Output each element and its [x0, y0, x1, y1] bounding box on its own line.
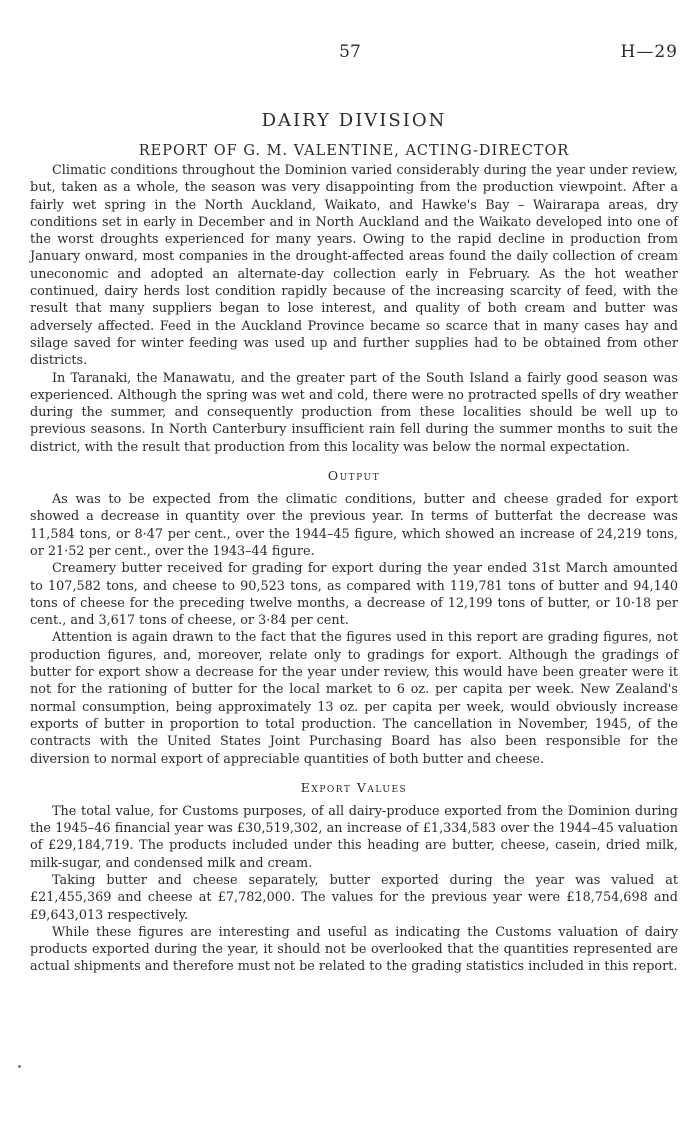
paper-reference: H—29	[620, 42, 678, 62]
margin-dot	[18, 1065, 21, 1068]
paragraph: The total value, for Customs purposes, of all dairy-produce exported from the Dominion during the 1945–46 financial year was £30,519,302, an increase of £1,334,583 over the 1944–45 valuation of £29,184,719. The products included under this heading are butter, cheese, casein, dried milk, milk-sugar, and condensed milk and cream.	[30, 803, 678, 871]
paragraph: Climatic conditions throughout the Dominion varied considerably during the year under review, but, taken as a whole, the season was very disappointing from the production viewpoint. After a fairly wet spring in the North Auckland, Waikato, and Hawke's Bay – Wairarapa areas, dry conditions set in early in December and in North Auckland and the Waikato developed into one of the worst droughts experienced for many years. Owing to the rapid decline in production from January onward, most companies in the drought-affected areas found the daily collection of cream uneconomic and adopted an alternate-day collection early in February. As the hot weather continued, dairy herds lost condition rapidly because of the increasing scarcity of feed, with the result that many suppliers began to lose interest, and quality of both cream and butter was adversely affected. Feed in the Auckland Province became so scarce that in many cases hay and silage saved for winter feeding was used up and further supplies had to be obtained from other districts.	[30, 163, 678, 369]
paragraph: In Taranaki, the Manawatu, and the greater part of the South Island a fairly good season was experienced. Although the spring was wet and cold, there were no protracted spells of dry weather during the summer, and consequently production from these localities should be well up to previous seasons. In North Canterbury insufficient rain fell during the summer months to suit the district, with the result that production from this locality was below the normal expectation.	[30, 370, 678, 455]
section-heading-export-values: Export Values	[300, 779, 408, 795]
page-header	[0, 42, 700, 64]
page-number: 57	[339, 42, 361, 62]
section-heading-output: Output	[327, 468, 381, 484]
paragraph: Taking butter and cheese separately, butter exported during the year was valued at £21,455,369 and cheese at £7,782,000. The values for the previous year were £18,754,698 and £9,643,013 respectively.	[30, 872, 678, 923]
paragraph: Attention is again drawn to the fact that the figures used in this report are grading figures, not production figures, and, moreover, relate only to gradings for export. Although the gradings of butter for export show a decrease for the year under review, this would have been greater were it not for the rationing of butter for the local market to 6 oz. per capita per week. New Zealand's normal consumption, being approximately 13 oz. per capita per week, would obviously increase exports of butter in proportion to total production. The cancellation in November, 1945, of the contracts with the United States Joint Purchasing Board has also been responsible for the diversion to normal export of appreciable quantities of both butter and cheese.	[30, 630, 678, 767]
paragraph: Creamery butter received for grading for export during the year ended 31st March amounted to 107,582 tons, and cheese to 90,523 tons, as compared with 119,781 tons of butter and 94,140 tons of cheese for the preceding twelve months, a decrease of 12,199 tons of butter, or 10·18 per cent., and 3,617 tons of cheese, or 3·84 per cent.	[30, 561, 678, 629]
paragraph: While these figures are interesting and useful as indicating the Customs valuation of dairy products exported during the year, it should not be overlooked that the quantities represented are actual shipments and therefore must not be related to the grading statistics included in this report.	[30, 924, 678, 975]
paragraph: As was to be expected from the climatic conditions, butter and cheese graded for export showed a decrease in quantity over the previous year. In terms of butterfat the decrease was 11,584 tons, or 8·47 per cent., over the 1944–45 figure, which showed an increase of 24,219 tons, or 21·52 per cent., over the 1943–44 figure.	[30, 492, 678, 559]
document-body	[30, 110, 678, 976]
division-title: DAIRY DIVISION	[261, 110, 447, 131]
report-title: REPORT OF G. M. VALENTINE, ACTING-DIRECTOR	[138, 143, 570, 159]
